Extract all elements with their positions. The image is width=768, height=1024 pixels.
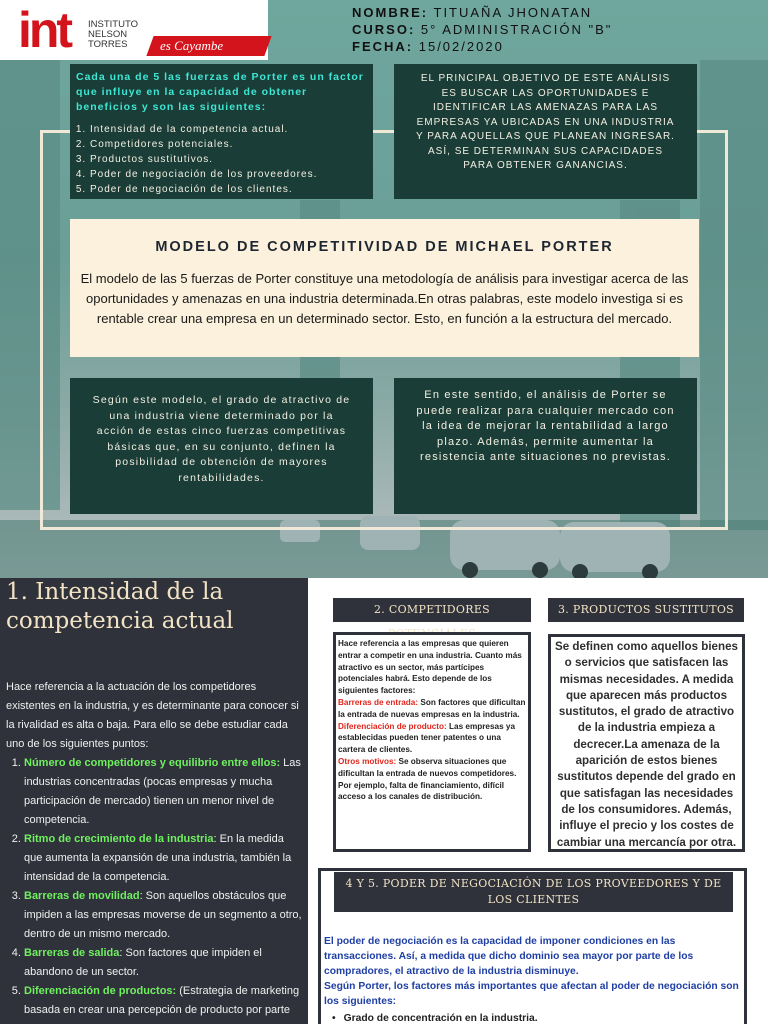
curso-value: 5° ADMINISTRACIÓN "B"	[420, 22, 613, 37]
list-item: 4. Poder de negociación de los proveedores.	[90, 167, 367, 182]
model-box	[70, 378, 373, 514]
fecha-value: 15/02/2020	[418, 39, 504, 54]
term-text: (Estrategia de marketing basada en crear una percepción de producto por parte	[24, 985, 300, 1016]
list-item: 1. Intensidad de la competencia actual.	[90, 122, 367, 137]
term: Diferenciación de productos:	[24, 985, 177, 997]
list-item	[24, 754, 304, 830]
factor-text: Las empresas ya establecidas pueden tener patentes o una cartera de clientes.	[338, 721, 516, 755]
list-item: 3. Productos sustitutivos.	[90, 152, 367, 167]
main-card	[70, 219, 699, 357]
section-2-title: 2. COMPETIDORES	[333, 598, 531, 622]
factor-term: Otros motivos:	[338, 756, 397, 766]
list-item: • Grado de concentración en la industria.	[332, 1011, 740, 1024]
section-45-list	[324, 1011, 740, 1024]
fecha-label: FECHA:	[352, 39, 414, 54]
factor-text: Son factores que dificultan la entrada de nuevas empresas en la industria.	[338, 697, 526, 719]
term: Barreras de salida	[24, 947, 120, 959]
factor-text: Se observa situaciones que dificultan la entrada de nuevos competidores. Por ejemplo, falta de financiamiento, difícil acceso a los canales de distribución.	[338, 756, 517, 802]
section-1-title: 1. Intensidad de la competencia actual	[6, 579, 234, 634]
section-3-text: Se definen como aquellos bienes o servicios que satisfacen las mismas necesidades. A medida que aparecen más productos sustitutos, el grado de atractivo de la industria empieza a decrecer.La amenaza de la aparición de estos bienes sustitutos depende del grado en que satisfagan las necesidades de los consumidores. Además, influye el precio y los costes de cambiar una mercancía por otra.	[555, 640, 738, 849]
term: Ritmo de crecimiento de la industria	[24, 833, 214, 845]
section-1-list	[0, 754, 308, 1020]
analysis-text: En este sentido, el análisis de Porter se puede realizar para cualquier mercado con la idea de mejorar la rentabilidad a largo plazo. Además, permite aumentar la resistencia ante situaciones no previstas.	[416, 389, 675, 463]
section-45-p2: Según Porter, los factores más importantes que afectan al poder de negociación son los siguientes:	[324, 981, 739, 1007]
section-2-intro: Hace referencia a las empresas que quieren entrar a competir en una industria. Cuanto más atractivo es un sector, más partícipes potenciales habrá. Esto depende de los siguientes factores:	[338, 639, 522, 696]
logo-brand: int	[18, 2, 71, 58]
list-item	[24, 982, 304, 1020]
section-3-box	[548, 634, 745, 852]
factor-term: Diferenciación de producto:	[338, 721, 447, 731]
list-item	[24, 944, 304, 982]
objective-box	[394, 64, 697, 199]
forces-list	[76, 122, 367, 197]
factor-term: Barreras de entrada:	[338, 697, 419, 707]
nombre-value: TITUAÑA JHONATAN	[433, 5, 593, 20]
nombre-label: NOMBRE:	[352, 5, 429, 20]
forces-intro: Cada una de 5 las fuerzas de Porter es un factor que influye en la capacidad de obtener beneficios y son las siguientes:	[76, 71, 364, 113]
section-45-p1: El poder de negociación es la capacidad de imponer condiciones en las transacciones. Así, a medida que dicho dominio sea mayor por parte de los compradores, el atractivo de la industria disminuye.	[324, 936, 694, 977]
section-45-title: 4 Y 5. PODER DE NEGOCIACIÓN DE LOS PROVEEDORES Y DE LOS CLIENTES	[334, 872, 733, 912]
term-text: : Son aquellos obstáculos que impiden a las empresas moverse de un segmento a otro, dentro de un mismo mercado.	[24, 890, 302, 940]
list-item: 5. Poder de negociación de los clientes.	[90, 182, 367, 197]
curso-label: CURSO:	[352, 22, 416, 37]
page-title: MODELO DE COMPETITIVIDAD DE MICHAEL PORTER	[155, 239, 614, 255]
analysis-box	[394, 378, 697, 514]
list-item	[24, 830, 304, 887]
section-1-lead: Hace referencia a la actuación de los competidores existentes en la industria, y es determinante para conocer si la rivalidad es alta o baja. Para ello se debe estudiar cada uno de los siguientes puntos:	[6, 681, 299, 750]
term: Barreras de movilidad	[24, 890, 140, 902]
section-2-box	[333, 632, 531, 852]
logo-tagline: es Cayambe	[160, 38, 224, 53]
section-3-title: 3. PRODUCTOS SUSTITUTOS	[548, 598, 744, 622]
term-text: : En la medida que aumenta la expansión de una industria, también la intensidad de la competencia.	[24, 833, 292, 883]
student-info	[352, 4, 612, 55]
objective-text: EL PRINCIPAL OBJETIVO DE ESTE ANÁLISIS ES BUSCAR LAS OPORTUNIDADES E IDENTIFICAR LAS AMENAZAS PARA LAS EMPRESAS YA UBICADAS EN UNA INDUSTRIA Y PARA AQUELLAS QUE PLANEAN INGRESAR. ASÍ, SE DETERMINAN SUS CAPACIDADES PARA OBTENER GANANCIAS.	[416, 73, 675, 171]
term-text: Las industrias concentradas (pocas empresas y mucha participación de mercado) tienen un menor nivel de competencia.	[24, 757, 301, 826]
list-item: 2. Competidores potenciales.	[90, 137, 367, 152]
forces-box	[70, 64, 373, 199]
section-1	[0, 578, 308, 1024]
term-text: : Son factores que impiden el abandono de un sector.	[24, 947, 262, 978]
list-item	[24, 887, 304, 944]
school-logo	[0, 0, 268, 60]
model-text: Según este modelo, el grado de atractivo de una industria viene determinado por la acción de estas cinco fuerzas competitivas básicas que, en su conjunto, definen la posibilidad de obtención de mayores rentabilidades.	[92, 394, 351, 484]
main-text: El modelo de las 5 fuerzas de Porter constituye una metodología de análisis para investigar acerca de las oportunidades y amenazas en una industria determinada.En otras palabras, este modelo investiga si es rentable crear una empresa en un determinado sector. Esto, en función a la estructura del mercado.	[80, 271, 689, 326]
section-45-body	[324, 934, 740, 1024]
logo-subtitle: INSTITUTO NELSON TORRES	[88, 19, 138, 50]
term: Número de competidores y equilibrio entre ellos:	[24, 757, 281, 769]
